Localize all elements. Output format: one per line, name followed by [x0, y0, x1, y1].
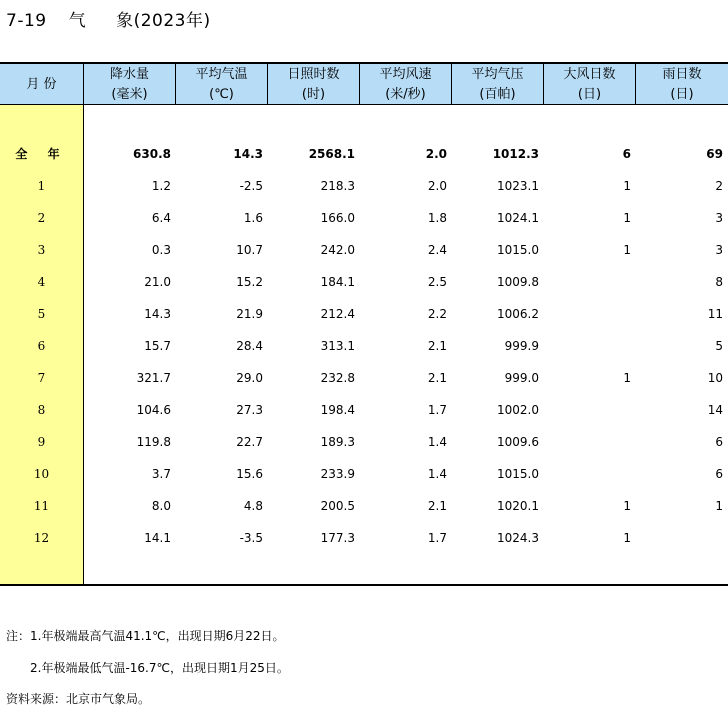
cell-avg-temperature: 15.2 [236, 275, 263, 289]
cell-gale-days: 1 [623, 243, 631, 257]
table-number: 7-19 [6, 11, 47, 31]
cell-avg-pressure: 1023.1 [497, 179, 539, 193]
cell-precipitation: 14.3 [144, 307, 171, 321]
row-label-month: 12 [33, 531, 50, 545]
data-source: 资料来源：北京市气象局。 [6, 692, 151, 706]
cell-avg-wind-speed: 1.8 [427, 211, 447, 225]
cell-avg-temperature: 29.0 [236, 371, 263, 385]
cell-rain-days: 5 [715, 339, 723, 353]
cell-avg-pressure: 999.9 [504, 339, 539, 353]
cell-gale-days [551, 466, 631, 482]
cell-avg-temperature: 15.6 [236, 467, 263, 481]
cell-rain-days: 10 [707, 371, 723, 385]
cell-sunshine-hours: 189.3 [320, 435, 355, 449]
cell-sunshine-hours: 200.5 [320, 499, 355, 513]
header-avg-pressure [452, 64, 543, 105]
cell-gale-days [551, 274, 631, 290]
row-label-month: 1 [37, 179, 46, 193]
cell-precipitation: 8.0 [151, 499, 171, 513]
header-unit: (℃) [209, 86, 234, 102]
cell-sunshine-hours: 242.0 [320, 243, 355, 257]
header-month [0, 64, 83, 105]
cell-avg-temperature: 14.3 [233, 147, 263, 161]
cell-precipitation: 104.6 [136, 403, 171, 417]
note-2: 2.年极端最低气温-16.7℃，出现日期1月25日。 [30, 661, 289, 675]
cell-sunshine-hours: 177.3 [320, 531, 355, 545]
cell-avg-wind-speed: 2.5 [427, 275, 447, 289]
cell-avg-pressure: 1009.6 [497, 435, 539, 449]
header-label: 雨日数 [662, 66, 702, 82]
cell-rain-days [643, 530, 723, 546]
title-part1: 气 [68, 11, 87, 31]
row-label-month: 7 [37, 371, 46, 385]
row-label-month: 10 [33, 467, 50, 481]
cell-avg-temperature: 4.8 [243, 499, 263, 513]
header-gale-days [544, 64, 635, 105]
header-unit: (日) [670, 86, 694, 102]
header-avg-temperature [176, 64, 267, 105]
cell-precipitation: 6.4 [151, 211, 171, 225]
cell-avg-wind-speed: 2.1 [427, 371, 447, 385]
cell-avg-wind-speed: 2.0 [427, 179, 447, 193]
cell-avg-temperature: 28.4 [236, 339, 263, 353]
header-unit: (毫米) [111, 86, 148, 102]
header-rain-days [636, 64, 728, 105]
cell-gale-days: 1 [623, 531, 631, 545]
cell-avg-pressure: 1024.1 [497, 211, 539, 225]
row-label-month: 11 [33, 499, 50, 513]
cell-precipitation: 21.0 [144, 275, 171, 289]
header-label: 平均风速 [379, 66, 432, 82]
cell-avg-wind-speed: 2.0 [425, 147, 447, 161]
table-bottom-border [0, 584, 728, 586]
cell-gale-days: 1 [623, 499, 631, 513]
cell-gale-days [551, 338, 631, 354]
cell-precipitation: 1.2 [151, 179, 171, 193]
cell-rain-days: 6 [715, 467, 723, 481]
cell-avg-temperature: 27.3 [236, 403, 263, 417]
cell-gale-days [551, 434, 631, 450]
cell-precipitation: 0.3 [151, 243, 171, 257]
cell-avg-pressure: 1012.3 [492, 147, 539, 161]
cell-rain-days: 3 [715, 243, 723, 257]
header-unit: (米/秒) [385, 86, 426, 102]
cell-precipitation: 630.8 [133, 147, 171, 161]
cell-avg-wind-speed: 2.2 [427, 307, 447, 321]
cell-avg-pressure: 1015.0 [497, 243, 539, 257]
cell-gale-days [551, 306, 631, 322]
cell-gale-days: 1 [623, 371, 631, 385]
cell-rain-days: 6 [715, 435, 723, 449]
cell-sunshine-hours: 232.8 [320, 371, 355, 385]
header-label: 平均气温 [195, 66, 248, 82]
cell-avg-pressure: 999.0 [504, 371, 539, 385]
cell-sunshine-hours: 166.0 [320, 211, 355, 225]
cell-sunshine-hours: 2568.1 [308, 147, 355, 161]
header-unit: (日) [577, 86, 602, 102]
header-label: 日照时数 [287, 66, 340, 82]
header-unit: (时) [301, 86, 326, 102]
title-part2: 象(2023年) [116, 11, 211, 31]
cell-precipitation: 3.7 [151, 467, 171, 481]
cell-avg-temperature: 22.7 [236, 435, 263, 449]
cell-rain-days: 2 [715, 179, 723, 193]
cell-avg-pressure: 1006.2 [497, 307, 539, 321]
header-label: 平均气压 [471, 66, 524, 82]
header-sunshine-hours [268, 64, 359, 105]
cell-rain-days: 14 [707, 403, 723, 417]
row-label-month: 8 [37, 403, 46, 417]
row-label-month: 4 [37, 275, 46, 289]
cell-avg-temperature: 21.9 [236, 307, 263, 321]
header-precipitation [84, 64, 175, 105]
cell-avg-temperature: 10.7 [236, 243, 263, 257]
cell-avg-wind-speed: 1.4 [427, 435, 447, 449]
header-avg-wind-speed [360, 64, 451, 105]
month-column-divider [83, 64, 84, 585]
cell-avg-wind-speed: 2.4 [427, 243, 447, 257]
cell-avg-pressure: 1020.1 [497, 499, 539, 513]
cell-avg-temperature: -2.5 [239, 179, 263, 193]
row-label-month: 9 [37, 435, 46, 449]
cell-avg-pressure: 1002.0 [497, 403, 539, 417]
cell-precipitation: 14.1 [144, 531, 171, 545]
cell-rain-days: 69 [706, 147, 723, 161]
cell-rain-days: 1 [715, 499, 723, 513]
cell-sunshine-hours: 212.4 [320, 307, 355, 321]
cell-sunshine-hours: 218.3 [320, 179, 355, 193]
cell-gale-days [551, 402, 631, 418]
cell-rain-days: 11 [707, 307, 723, 321]
cell-avg-pressure: 1024.3 [497, 531, 539, 545]
cell-precipitation: 321.7 [136, 371, 171, 385]
cell-sunshine-hours: 198.4 [320, 403, 355, 417]
cell-avg-temperature: -3.5 [239, 531, 263, 545]
row-label-month: 3 [37, 243, 46, 257]
cell-sunshine-hours: 313.1 [320, 339, 355, 353]
cell-sunshine-hours: 184.1 [320, 275, 355, 289]
cell-precipitation: 119.8 [136, 435, 171, 449]
cell-rain-days: 8 [715, 275, 723, 289]
header-label: 大风日数 [563, 66, 616, 82]
row-label-month: 5 [37, 307, 46, 321]
header-unit: (百帕) [479, 86, 516, 102]
cell-avg-wind-speed: 1.7 [427, 403, 447, 417]
header-label: 降水量 [109, 66, 149, 82]
cell-avg-wind-speed: 2.1 [427, 339, 447, 353]
page-title [6, 6, 211, 31]
cell-gale-days: 1 [623, 179, 631, 193]
cell-precipitation: 15.7 [144, 339, 171, 353]
cell-avg-wind-speed: 2.1 [427, 499, 447, 513]
cell-avg-wind-speed: 1.4 [427, 467, 447, 481]
cell-rain-days: 3 [715, 211, 723, 225]
row-label-month: 6 [37, 339, 46, 353]
cell-avg-wind-speed: 1.7 [427, 531, 447, 545]
cell-avg-pressure: 1009.8 [497, 275, 539, 289]
cell-avg-pressure: 1015.0 [497, 467, 539, 481]
cell-sunshine-hours: 233.9 [320, 467, 355, 481]
note-1: 注：1.年极端最高气温41.1℃，出现日期6月22日。 [6, 629, 285, 643]
cell-gale-days: 1 [623, 211, 631, 225]
row-label-month: 2 [37, 211, 46, 225]
cell-gale-days: 6 [622, 147, 631, 161]
header-month-label: 月 份 [26, 76, 57, 92]
row-label-annual: 全 年 [15, 147, 68, 161]
cell-avg-temperature: 1.6 [243, 211, 263, 225]
